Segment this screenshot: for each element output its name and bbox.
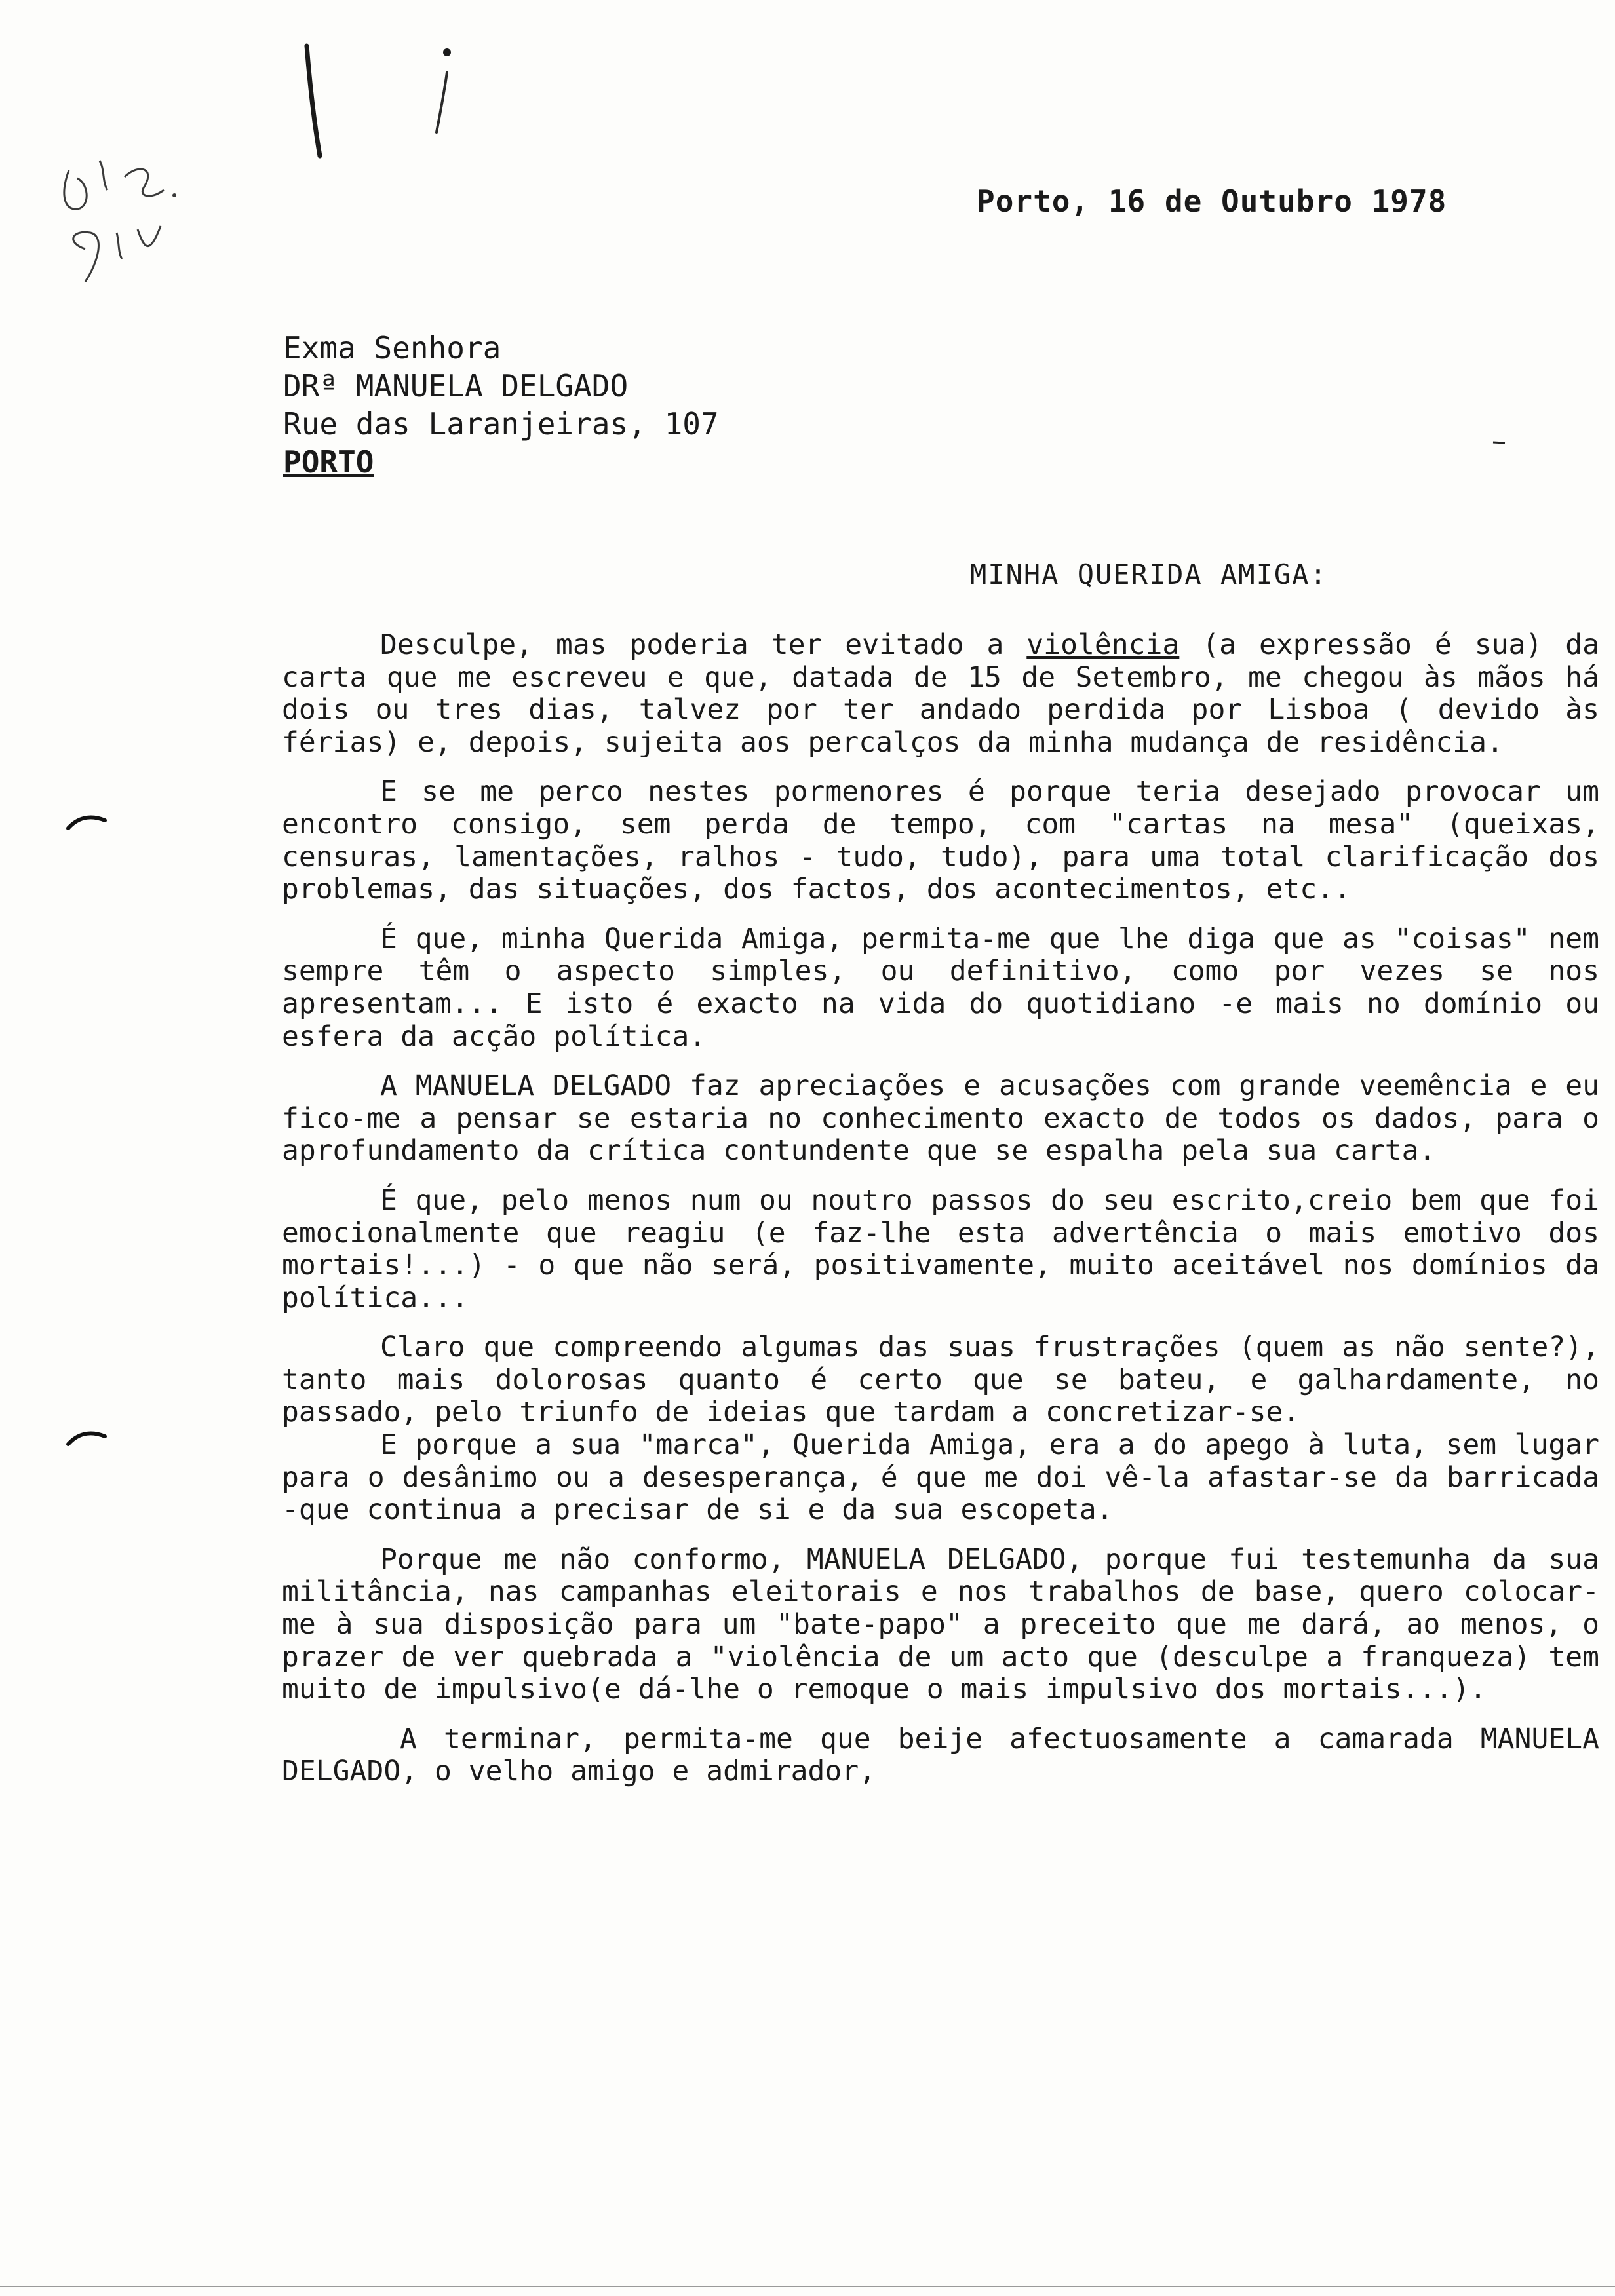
recipient-address (283, 329, 719, 481)
paragraph-2: E se me perco nestes pormenores é porque teria desejado provocar um encontro consigo, sem perda de tempo, com "cartas na mesa" (queixas, censuras, lamentações, ralhos - tudo, tudo), para uma total clarificação dos problemas, das situações, dos factos, dos acontecimentos, etc.. (282, 775, 1599, 906)
recipient-city: PORTO (283, 444, 374, 480)
margin-mark-2 (66, 1428, 107, 1448)
paragraph-1-end: (a expressão é sua) da carta que me escreveu e que, datada de 15 de Setembro, me chegou às mãos há dois ou tres dias, talvez por ter andado perdida por Lisboa ( devido às férias) e, depois, sujeita aos percalços da minha mudança de residência. (282, 628, 1599, 759)
paragraph-3: É que, minha Querida Amiga, permita-me que lhe diga que as "coisas" nem sempre têm o aspecto simples, ou definitivo, como por vezes se nos apresentam... E isto é exacto na vida do quotidiano -e mais no domínio ou esfera da acção política. (282, 922, 1599, 1053)
paragraph-8: Porque me não conformo, MANUELA DELGADO, porque fui testemunha da sua militância, nas campanhas eleitorais e nos trabalhos de base, quero colocar-me à sua disposição para um "bate-papo" a preceito que me dará, ao menos, o prazer de ver quebrada a "violência de um acto que (desculpe a franqueza) tem muito de impulsivo(e dá-lhe o remoque o mais impulsivo dos mortais...). (282, 1542, 1599, 1706)
margin-mark-1 (66, 813, 107, 832)
handwritten-annotation (39, 98, 256, 295)
salutation: MINHA QUERIDA AMIGA: (970, 558, 1328, 590)
stray-mark (1492, 439, 1506, 446)
recipient-name: DRª MANUELA DELGADO (283, 368, 629, 404)
underlined-word: violência (1026, 628, 1180, 661)
paragraph-4: A MANUELA DELGADO faz apreciações e acusações com grande veemência e eu fico-me a pensar se estaria no conhecimento exacto de todos os dados, para o aprofundamento da crítica contundente que se espalha pela sua carta. (282, 1069, 1599, 1168)
recipient-title: Exma Senhora (283, 330, 501, 366)
paragraph-6: Claro que compreendo algumas das suas frustrações (quem as não sente?), tanto mais dolorosas quanto é certo que se bateu, e galhardamente, no passado, pelo triunfo de ideias que tardam a concretizar-se. (282, 1331, 1599, 1429)
scan-edge-line (0, 2286, 1615, 2287)
pen-stroke-marks (275, 26, 485, 177)
letter-body (282, 629, 1599, 1805)
paragraph-1 (282, 629, 1599, 759)
paragraph-9: A terminar, permita-me que beije afectuosamente a camarada MANUELA DELGADO, o velho amigo e admirador, (282, 1722, 1599, 1788)
paragraph-7: E porque a sua "marca", Querida Amiga, era a do apego à luta, sem lugar para o desânimo ou a desesperança, é que me doi vê-la afastar-se da barricada -que continua a precisar de si e da sua escopeta. (282, 1428, 1599, 1527)
paragraph-5: É que, pelo menos num ou noutro passos do seu escrito,creio bem que foi emocionalmente que reagiu (e faz-lhe esta advertência o mais emotivo dos mortais!...) - o que não será, positivamente, muito aceitável nos domínios da política... (282, 1183, 1599, 1314)
recipient-street: Rue das Laranjeiras, 107 (283, 406, 719, 442)
letter-date: Porto, 16 de Outubro 1978 (977, 183, 1447, 219)
paragraph-1-start: Desculpe, mas poderia ter evitado a (380, 628, 1027, 661)
